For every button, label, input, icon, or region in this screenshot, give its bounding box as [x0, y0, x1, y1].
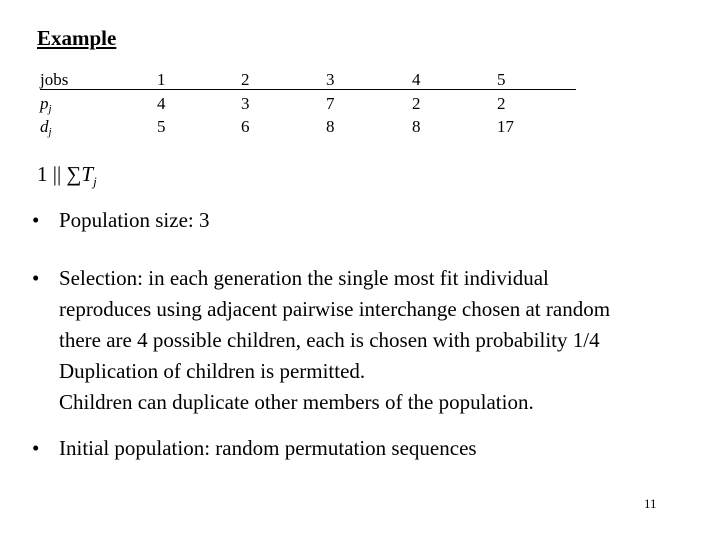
cell-d-4: 8 [412, 117, 421, 136]
pj-base: p [40, 94, 49, 113]
cell-p-1: 4 [157, 94, 166, 113]
row-label-jobs: jobs [40, 70, 69, 89]
bullet-line: Initial population: random permutation sequences [59, 436, 477, 460]
cell-p-3: 7 [326, 94, 335, 113]
tardiness-symbol: T [81, 162, 94, 186]
cell-p-2: 3 [241, 94, 250, 113]
page-number: 11 [644, 496, 657, 511]
cell-p-5: 2 [497, 94, 506, 113]
problem-prefix: 1 || [37, 162, 67, 186]
cell-jobs-2: 2 [241, 70, 250, 89]
bullet-line: Population size: 3 [59, 208, 210, 232]
jobs-table [40, 70, 576, 140]
bullet-line: there are 4 possible children, each is chosen with probability 1/4 [59, 328, 600, 352]
cell-d-1: 5 [157, 117, 166, 136]
row-label-pj [40, 94, 52, 119]
cell-jobs-4: 4 [412, 70, 421, 89]
cell-jobs-3: 3 [326, 70, 335, 89]
bullet-marker: • [32, 436, 40, 460]
bullet-line: Children can duplicate other members of the population. [59, 390, 534, 414]
row-label-dj [40, 117, 52, 142]
tardiness-subscript: j [93, 174, 97, 189]
sigma-symbol: ∑ [66, 162, 82, 186]
bullet-selection [32, 263, 610, 418]
cell-d-2: 6 [241, 117, 250, 136]
bullet-line: Selection: in each generation the single most fit individual [59, 266, 549, 290]
cell-p-4: 2 [412, 94, 421, 113]
bullet-line: Duplication of children is permitted. [59, 359, 366, 383]
bullet-marker: • [32, 208, 40, 232]
cell-jobs-1: 1 [157, 70, 166, 89]
dj-base: d [40, 117, 49, 136]
pj-subscript: j [48, 103, 52, 115]
problem-notation [37, 162, 97, 194]
cell-d-5: 17 [497, 117, 514, 136]
slide-title: Example [37, 26, 117, 50]
cell-d-3: 8 [326, 117, 335, 136]
bullet-initial-population [32, 433, 477, 464]
bullet-marker: • [32, 266, 40, 290]
bullet-population-size [32, 205, 210, 236]
cell-jobs-5: 5 [497, 70, 506, 89]
bullet-line: reproduces using adjacent pairwise interchange chosen at random [59, 297, 611, 321]
dj-subscript: j [48, 126, 52, 138]
table-header-rule [40, 89, 576, 90]
